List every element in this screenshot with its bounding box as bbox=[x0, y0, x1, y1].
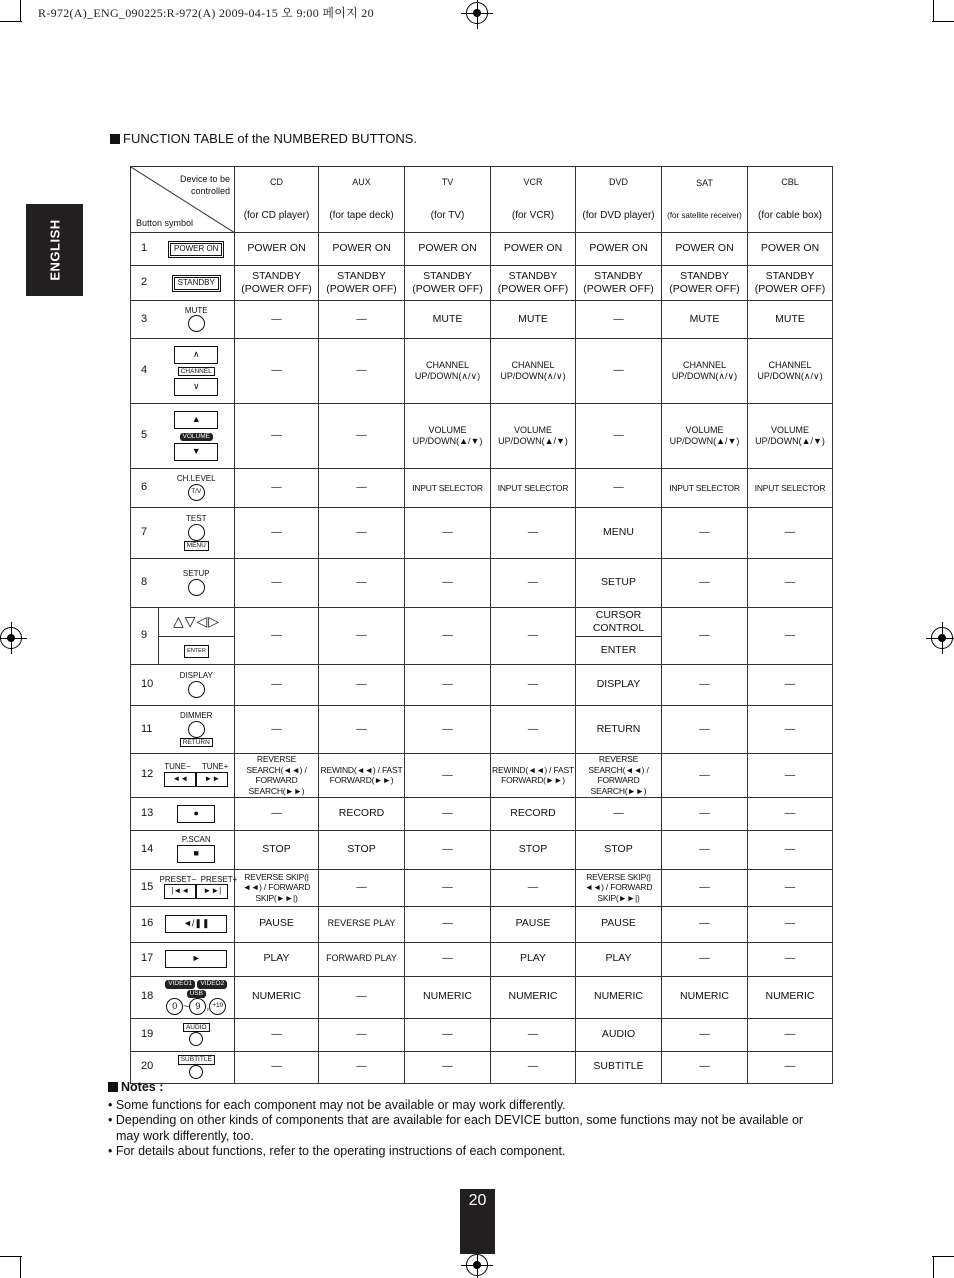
crop-mark bbox=[933, 1256, 934, 1278]
audio-button-symbol: AUDIO bbox=[159, 1018, 235, 1051]
chevron-down-icon: ∨ bbox=[174, 378, 218, 396]
table-row: 10 DISPLAY — — — — DISPLAY — — bbox=[131, 665, 833, 706]
note-item: • For details about functions, refer to the operating instructions of each component. bbox=[108, 1144, 566, 1158]
device-header-tv: TV (for TV) bbox=[405, 167, 491, 233]
rewind-icon: ◄◄ bbox=[164, 772, 196, 787]
table-row: 18 VIDEO1 VIDEO2 USB 0 ~ 9 , +10 NUMERIC — NUMERIC NUMERIC NUMERIC NUMERIC NUMERIC bbox=[131, 976, 833, 1018]
section-title: FUNCTION TABLE of the NUMBERED BUTTONS. bbox=[110, 131, 417, 146]
crop-mark bbox=[0, 1256, 22, 1257]
test-menu-button-symbol: TEST MENU bbox=[159, 508, 235, 559]
note-item: • Depending on other kinds of components that are available for each DEVICE button, some functions may not be available or may work differently, too. bbox=[108, 1113, 804, 1143]
triangle-down-icon: ▼ bbox=[174, 443, 218, 461]
square-bullet-icon bbox=[108, 1082, 118, 1092]
table-row: 17 ► PLAY FORWARD PLAY — PLAY PLAY — — bbox=[131, 942, 833, 976]
notes-section bbox=[108, 1080, 808, 1160]
record-button-symbol bbox=[159, 797, 235, 830]
reverse-pause-button-symbol bbox=[159, 906, 235, 942]
play-icon: ► bbox=[165, 950, 227, 968]
notes-title: Notes : bbox=[108, 1080, 808, 1096]
display-button-symbol: DISPLAY bbox=[159, 665, 235, 706]
volume-button-symbol: ▲ VOLUME ▼ bbox=[159, 404, 235, 469]
mute-button-symbol: MUTE bbox=[159, 301, 235, 339]
table-row: 12 TUNE− TUNE+ ◄◄ ►► REVERSE SEARCH(◄◄) / FORWARD SEARCH(►►) REWIND(◄◄) / FAST FORWARD(►►) — REWIND(◄◄) / FAST FORWARD(►►) REVERSE SEARCH(◄◄) / FORWARD SEARCH(►►) — — bbox=[131, 754, 833, 798]
language-tab bbox=[26, 204, 83, 296]
print-header: R-972(A)_ENG_090225:R-972(A) 2009-04-15 오 9:00 페이지 20 bbox=[38, 6, 374, 20]
note-item: • Some functions for each component may not be available or may work differently. bbox=[108, 1097, 566, 1112]
table-row: 19 AUDIO — — — — AUDIO — — bbox=[131, 1018, 833, 1051]
page-number: 20 bbox=[460, 1189, 495, 1254]
table-row: 11 DIMMER RETURN — — — — RETURN — — bbox=[131, 706, 833, 754]
standby-button-symbol: STANDBY bbox=[159, 266, 235, 301]
device-header-dvd: DVD (for DVD player) bbox=[576, 167, 662, 233]
fast-forward-icon: ►► bbox=[196, 772, 228, 787]
table-row: 6 CH.LEVEL T/V — — INPUT SELECTOR INPUT SELECTOR — INPUT SELECTOR INPUT SELECTOR bbox=[131, 469, 833, 508]
reverse-pause-icon: ◄/❚❚ bbox=[165, 915, 227, 933]
device-header-vcr: VCR (for VCR) bbox=[491, 167, 576, 233]
stop-square-icon: ■ bbox=[177, 845, 215, 863]
table-header-row bbox=[131, 167, 833, 233]
channel-button-symbol: ∧ CHANNEL ∨ bbox=[159, 339, 235, 404]
device-header-cbl: CBL (for cable box) bbox=[748, 167, 833, 233]
table-row: 8 SETUP — — — — SETUP — — bbox=[131, 559, 833, 608]
table-row: 3 MUTE — — MUTE MUTE — MUTE MUTE bbox=[131, 301, 833, 339]
device-header-sat: SAT (for satellite receiver) bbox=[662, 167, 748, 233]
table-row: ENTER ENTER bbox=[131, 637, 833, 665]
table-row: 5 ▲ VOLUME ▼ — — VOLUME UP/DOWN(▲/▼) VOLUME UP/DOWN(▲/▼) — VOLUME UP/DOWN(▲/▼) VOLUME UP/DOWN(▲/▼) bbox=[131, 404, 833, 469]
language-tab-label: ENGLISH bbox=[47, 219, 62, 281]
table-row: 13 ● — RECORD — RECORD — — — bbox=[131, 797, 833, 830]
table-row: 1 POWER ON POWER ON POWER ON POWER ON POWER ON POWER ON POWER ON POWER ON bbox=[131, 233, 833, 266]
crop-mark bbox=[0, 21, 22, 22]
device-header-cd: CD (for CD player) bbox=[235, 167, 319, 233]
triangle-up-icon: ▲ bbox=[174, 411, 218, 429]
subtitle-button-symbol: SUBTITLE bbox=[159, 1051, 235, 1083]
table-row: 15 PRESET− PRESET+ |◄◄ ►►| REVERSE SKIP(|◄◄) / FORWARD SKIP(►►|) — — — REVERSE SKIP(|◄◄) / FORWARD SKIP(►►|) — — bbox=[131, 869, 833, 906]
record-dot-icon: ● bbox=[177, 805, 215, 823]
table-row: 20 SUBTITLE — — — — SUBTITLE — — bbox=[131, 1051, 833, 1083]
power-on-button-symbol: POWER ON bbox=[159, 233, 235, 266]
pscan-stop-button-symbol: P.SCAN ■ bbox=[159, 830, 235, 869]
dimmer-return-button-symbol: DIMMER RETURN bbox=[159, 706, 235, 754]
registration-mark-icon bbox=[466, 1254, 488, 1276]
square-bullet-icon bbox=[110, 134, 120, 144]
skip-back-icon: |◄◄ bbox=[164, 884, 196, 899]
ch-level-button-symbol: CH.LEVEL T/V bbox=[159, 469, 235, 508]
registration-mark-icon bbox=[0, 627, 22, 649]
registration-mark-icon bbox=[466, 2, 488, 24]
play-button-symbol bbox=[159, 942, 235, 976]
preset-button-symbol: PRESET− PRESET+ |◄◄ ►►| bbox=[159, 869, 235, 906]
crop-mark bbox=[20, 1256, 21, 1278]
device-header-aux: AUX (for tape deck) bbox=[319, 167, 405, 233]
registration-mark-icon bbox=[931, 627, 953, 649]
chevron-up-icon: ∧ bbox=[174, 346, 218, 364]
table-row: 7 TEST MENU — — — — MENU — — bbox=[131, 508, 833, 559]
table-row: 4 ∧ CHANNEL ∨ — — CHANNEL UP/DOWN(∧/∨) CHANNEL UP/DOWN(∧/∨) — CHANNEL UP/DOWN(∧/∨) CHANNEL UP/DOWN(∧/∨) bbox=[131, 339, 833, 404]
crop-mark bbox=[932, 21, 954, 22]
table-row: 16 ◄/❚❚ PAUSE REVERSE PLAY — PAUSE PAUSE — — bbox=[131, 906, 833, 942]
numeric-button-symbol: VIDEO1 VIDEO2 USB 0 ~ 9 , +10 bbox=[159, 976, 235, 1018]
tune-button-symbol: TUNE− TUNE+ ◄◄ ►► bbox=[159, 754, 235, 798]
crop-mark bbox=[933, 0, 934, 22]
setup-button-symbol: SETUP bbox=[159, 559, 235, 608]
skip-forward-icon: ►►| bbox=[196, 884, 228, 899]
table-row: 9 △▽◁▷ — — — — CURSOR CONTROL — — bbox=[131, 608, 833, 637]
table-row: 14 P.SCAN ■ STOP STOP — STOP STOP — — bbox=[131, 830, 833, 869]
function-table bbox=[130, 166, 833, 1084]
cursor-arrows-icon: △▽◁▷ bbox=[172, 613, 221, 630]
crop-mark bbox=[20, 0, 21, 22]
corner-symbol-label: Button symbol bbox=[136, 217, 194, 228]
table-row: 2 STANDBY STANDBY (POWER OFF) STANDBY (POWER OFF) STANDBY (POWER OFF) STANDBY (POWER OFF) STANDBY (POWER OFF) STANDBY (POWER OFF) STANDBY (POWER OFF) bbox=[131, 266, 833, 301]
cursor-button-symbol bbox=[159, 608, 235, 637]
table-corner bbox=[131, 167, 235, 233]
corner-device-label: Device to be controlled bbox=[179, 174, 230, 197]
crop-mark bbox=[932, 1256, 954, 1257]
enter-button-symbol: ENTER bbox=[159, 637, 235, 665]
